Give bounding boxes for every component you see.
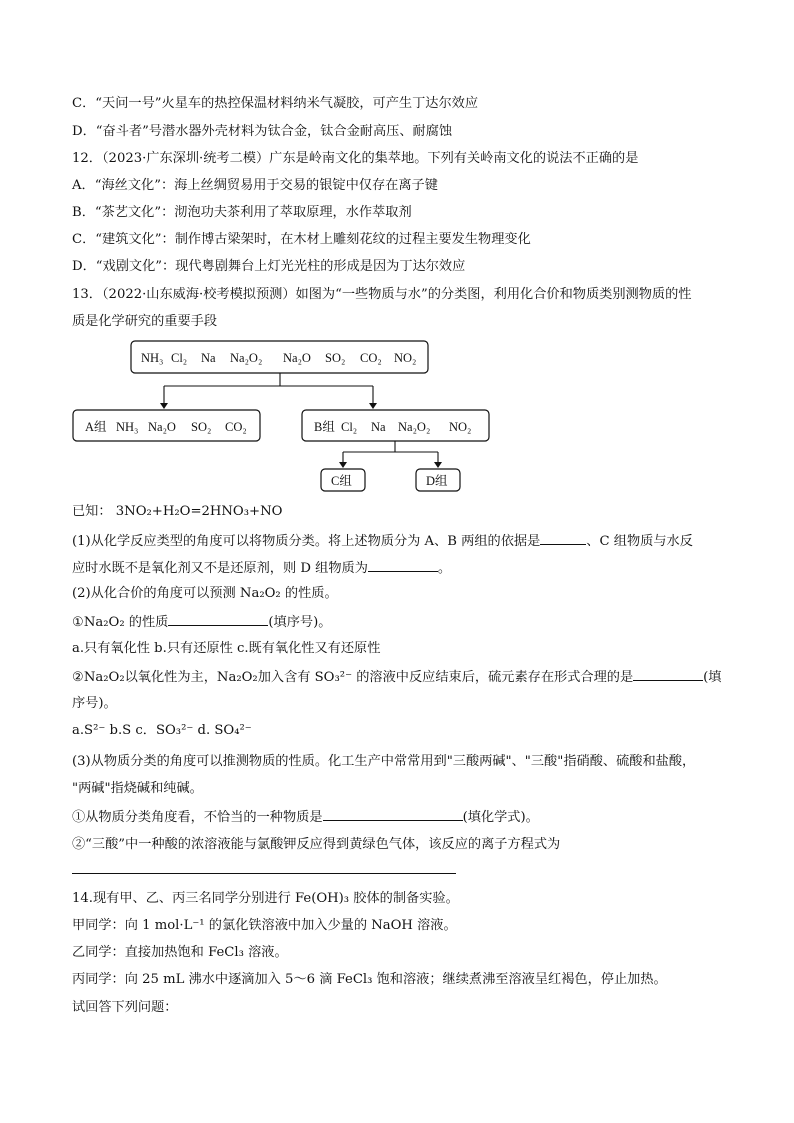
arrow-to-b: [369, 403, 377, 409]
q13-part1-text: 应时水既不是氧化剂又不是还原剂，则 D 组物质为: [72, 561, 368, 576]
top-box: [131, 341, 428, 373]
top-items: [141, 351, 416, 365]
group-a-item: Na₂O: [148, 420, 176, 434]
q13-part2-1-text: ①Na₂O₂ 的性质: [72, 615, 169, 630]
q13-part3-line-1: (3)从物质分类的角度可以推测物质的性质。化工生产中常常用到"三酸两碱"、"三酸"指硝酸、硫酸和盐酸，: [72, 754, 696, 769]
q11-option-d: D．“奋斗者”号潜水器外壳材料为钛合金，钛合金耐高压、耐腐蚀: [72, 124, 453, 139]
q13-part2-2-line-1: [72, 667, 722, 687]
q13-part3-2: ②“三酸”中一种酸的浓溶液能与氯酸钾反应得到黄绿色气体，该反应的离子方程式为: [72, 837, 561, 852]
group-a-label: A组: [85, 420, 107, 434]
q13-part2-2-options: a.S²⁻ b.S c．SO₃²⁻ d. SO₄²⁻: [72, 723, 252, 738]
q12-option-c: C．“建筑文化”：制作博古梁架时，在木材上雕刻花纹的过程主要发生物理变化: [72, 232, 531, 247]
answer-blank-3[interactable]: [168, 612, 268, 626]
top-connector: [164, 373, 373, 404]
q13-part2-2-text: (填: [703, 670, 722, 685]
group-d-box: [416, 469, 460, 491]
top-item: SO₂: [325, 351, 346, 365]
q13-part3-line-2: "两碱"指烧碱和纯碱。: [72, 781, 203, 796]
q14-ask: 试回答下列问题：: [72, 1000, 178, 1015]
group-b-label: B组: [314, 420, 335, 434]
q13-part2-2-line-2: 序号)。: [72, 696, 117, 711]
group-b-item: Cl₂: [341, 420, 358, 434]
q13-part3-1-text: ①从物质分类角度看，不恰当的一种物质是: [72, 810, 323, 825]
top-item: NH₃: [141, 351, 164, 365]
answer-blank-4[interactable]: [633, 667, 703, 681]
arrow-to-d: [434, 462, 442, 468]
group-a-item: SO₂: [191, 420, 212, 434]
q12-option-b: B．“茶艺文化”：沏泡功夫茶利用了萃取原理，水作萃取剂: [72, 205, 412, 220]
q13-part2-1-text: (填序号)。: [268, 615, 332, 630]
group-b-box: [302, 410, 489, 441]
q14-stem: 14.现有甲、乙、丙三名同学分别进行 Fe(OH)₃ 胶体的制备实验。: [72, 891, 459, 906]
group-d-label: D组: [426, 474, 448, 488]
q13-part2-2-text: ②Na₂O₂以氧化性为主，Na₂O₂加入含有 SO₃²⁻ 的溶液中反应结束后，硫元素存在形式合理的是: [72, 670, 634, 685]
q13-part2: (2)从化合价的角度可以预测 Na₂O₂ 的性质。: [72, 586, 338, 601]
top-item: Na: [201, 351, 216, 365]
q14-bing: 丙同学：向 25 mL 沸水中逐滴加入 5～6 滴 FeCl₃ 饱和溶液；继续煮沸至溶液呈红褐色，停止加热。: [72, 972, 667, 987]
q13-part3-2-answer-line: [72, 860, 456, 880]
group-b-item: NO₂: [449, 420, 472, 434]
q13-part1-text: 。: [437, 561, 452, 576]
group-c-label: C组: [331, 474, 352, 488]
q14-jia: 甲同学：向 1 mol·L⁻¹ 的氯化铁溶液中加入少量的 NaOH 溶液。: [72, 918, 457, 933]
group-b-item: Na₂O₂: [398, 420, 431, 434]
answer-blank-1[interactable]: [540, 531, 586, 545]
arrow-to-a: [160, 403, 168, 409]
q12-stem: 12．（2023·广东深圳·统考二模）广东是岭南文化的集萃地。下列有关岭南文化的说法不正确的是: [72, 151, 639, 166]
q13-part3-1-text: (填化学式)。: [462, 810, 539, 825]
q13-part3-1: [72, 807, 539, 827]
q12-option-d: D．“戏剧文化”：现代粤剧舞台上灯光光柱的形成是因为丁达尔效应: [72, 259, 466, 274]
group-a-item: CO₂: [225, 420, 247, 434]
known-prefix: 已知：: [72, 504, 112, 519]
group-b-item: Na: [371, 420, 386, 434]
known-equation-line: [72, 503, 282, 521]
q14-yi: 乙同学：直接加热饱和 FeCl₃ 溶液。: [72, 945, 288, 960]
answer-blank-5[interactable]: [323, 807, 463, 821]
q13-part2-1: [72, 612, 331, 632]
group-c-box: [321, 469, 365, 491]
q13-part1-line-2: [72, 558, 451, 578]
q13-part1-text: 、C 组物质与水反: [586, 534, 693, 549]
answer-blank-6[interactable]: [72, 860, 456, 874]
top-item: CO₂: [360, 351, 382, 365]
group-a-box: [73, 410, 260, 441]
known-equation: 3NO₂+H₂O=2HNO₃+NO: [115, 504, 283, 519]
q12-option-a: A．“海丝文化”：海上丝绸贸易用于交易的银锭中仅存在离子键: [72, 178, 438, 193]
q11-option-c: C．“天问一号”火星车的热控保温材料纳米气凝胶，可产生丁达尔效应: [72, 96, 479, 111]
q13-part1-line-1: [72, 531, 693, 551]
top-item: Na₂O₂: [230, 351, 263, 365]
top-item: Cl₂: [171, 351, 188, 365]
group-a-item: NH₃: [116, 420, 139, 434]
bottom-connector: [343, 441, 438, 463]
q13-part1-text: (1)从化学反应类型的角度可以将物质分类。将上述物质分为 A、B 两组的依据是: [72, 534, 541, 549]
top-item: Na₂O: [283, 351, 311, 365]
answer-blank-2[interactable]: [368, 558, 438, 572]
top-item: NO₂: [394, 351, 417, 365]
q13-stem-line-1: 13．（2022·山东威海·校考模拟预测）如图为“一些物质与水”的分类图，利用化合价和物质类别测物质的性: [72, 287, 692, 302]
q13-stem-line-2: 质是化学研究的重要手段: [72, 314, 218, 329]
arrow-to-c: [339, 462, 347, 468]
q13-part2-1-options: a.只有氧化性 b.只有还原性 c.既有氧化性又有还原性: [72, 641, 381, 656]
